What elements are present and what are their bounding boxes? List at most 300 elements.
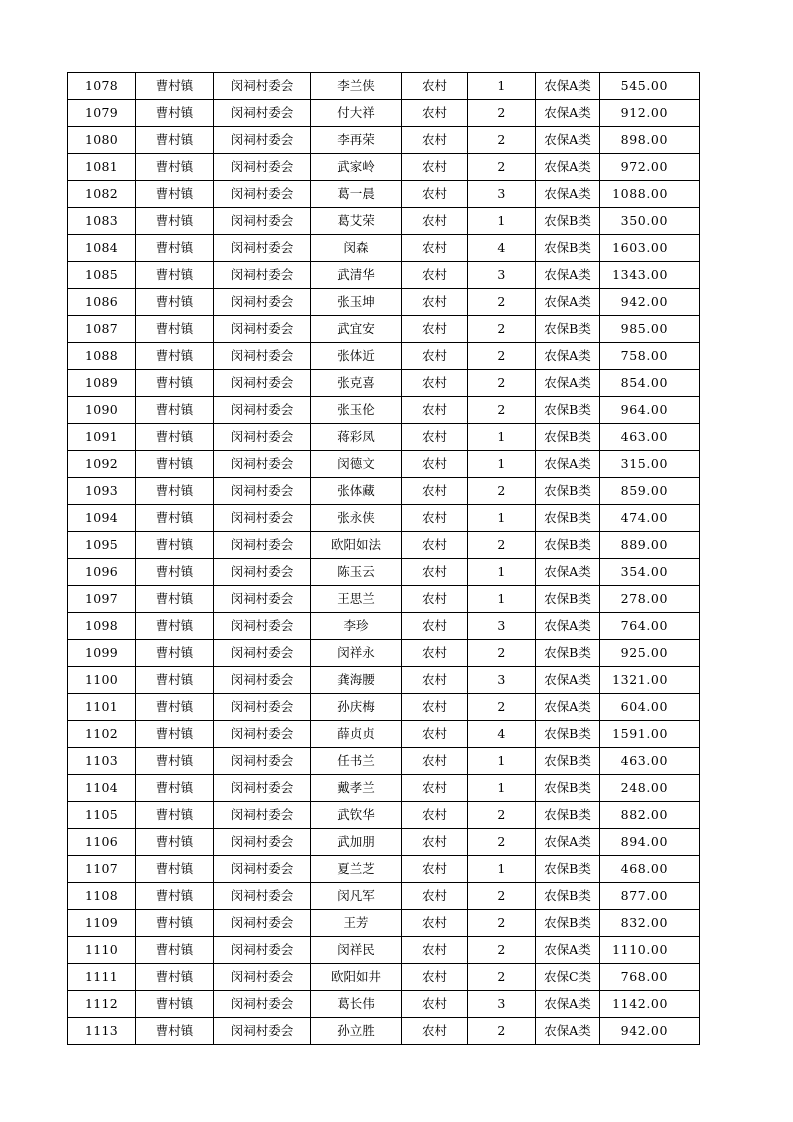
amount-cell: 463.00 — [600, 424, 700, 451]
table-row — [68, 775, 700, 802]
amount-cell: 1142.00 — [600, 991, 700, 1018]
insurance-category-cell: 农保A类 — [536, 667, 600, 694]
household-size-cell: 2 — [468, 532, 536, 559]
table-row — [68, 154, 700, 181]
town-cell: 曹村镇 — [136, 991, 214, 1018]
residence-type-cell: 农村 — [402, 586, 468, 613]
town-cell: 曹村镇 — [136, 775, 214, 802]
roster-table — [67, 72, 700, 1045]
town-cell: 曹村镇 — [136, 235, 214, 262]
serial-number-cell: 1083 — [68, 208, 136, 235]
name-cell: 武清华 — [311, 262, 402, 289]
table-row — [68, 586, 700, 613]
table-row — [68, 289, 700, 316]
serial-number-cell: 1086 — [68, 289, 136, 316]
table-row — [68, 424, 700, 451]
amount-cell: 972.00 — [600, 154, 700, 181]
table-row — [68, 829, 700, 856]
amount-cell: 1591.00 — [600, 721, 700, 748]
town-cell: 曹村镇 — [136, 289, 214, 316]
town-cell: 曹村镇 — [136, 532, 214, 559]
town-cell: 曹村镇 — [136, 748, 214, 775]
insurance-category-cell: 农保A类 — [536, 451, 600, 478]
household-size-cell: 3 — [468, 262, 536, 289]
amount-cell: 894.00 — [600, 829, 700, 856]
serial-number-cell: 1089 — [68, 370, 136, 397]
village-committee-cell: 闵祠村委会 — [214, 370, 311, 397]
amount-cell: 1088.00 — [600, 181, 700, 208]
household-size-cell: 3 — [468, 991, 536, 1018]
table-row — [68, 964, 700, 991]
household-size-cell: 1 — [468, 73, 536, 100]
residence-type-cell: 农村 — [402, 883, 468, 910]
town-cell: 曹村镇 — [136, 181, 214, 208]
name-cell: 王思兰 — [311, 586, 402, 613]
name-cell: 闵德文 — [311, 451, 402, 478]
table-row — [68, 397, 700, 424]
name-cell: 葛一晨 — [311, 181, 402, 208]
amount-cell: 1321.00 — [600, 667, 700, 694]
table-row — [68, 667, 700, 694]
village-committee-cell: 闵祠村委会 — [214, 235, 311, 262]
name-cell: 孙立胜 — [311, 1018, 402, 1045]
village-committee-cell: 闵祠村委会 — [214, 316, 311, 343]
town-cell: 曹村镇 — [136, 424, 214, 451]
residence-type-cell: 农村 — [402, 910, 468, 937]
insurance-category-cell: 农保A类 — [536, 829, 600, 856]
household-size-cell: 2 — [468, 154, 536, 181]
table-row — [68, 370, 700, 397]
village-committee-cell: 闵祠村委会 — [214, 262, 311, 289]
table-row — [68, 748, 700, 775]
residence-type-cell: 农村 — [402, 262, 468, 289]
village-committee-cell: 闵祠村委会 — [214, 289, 311, 316]
village-committee-cell: 闵祠村委会 — [214, 613, 311, 640]
household-size-cell: 2 — [468, 829, 536, 856]
serial-number-cell: 1099 — [68, 640, 136, 667]
name-cell: 李兰侠 — [311, 73, 402, 100]
table-row — [68, 343, 700, 370]
residence-type-cell: 农村 — [402, 694, 468, 721]
household-size-cell: 2 — [468, 1018, 536, 1045]
town-cell: 曹村镇 — [136, 154, 214, 181]
town-cell: 曹村镇 — [136, 505, 214, 532]
table-row — [68, 559, 700, 586]
serial-number-cell: 1079 — [68, 100, 136, 127]
name-cell: 闵凡军 — [311, 883, 402, 910]
amount-cell: 877.00 — [600, 883, 700, 910]
table-row — [68, 100, 700, 127]
residence-type-cell: 农村 — [402, 127, 468, 154]
serial-number-cell: 1090 — [68, 397, 136, 424]
town-cell: 曹村镇 — [136, 802, 214, 829]
village-committee-cell: 闵祠村委会 — [214, 478, 311, 505]
insurance-category-cell: 农保A类 — [536, 991, 600, 1018]
table-row — [68, 910, 700, 937]
household-size-cell: 1 — [468, 586, 536, 613]
household-size-cell: 2 — [468, 397, 536, 424]
household-size-cell: 2 — [468, 640, 536, 667]
household-size-cell: 1 — [468, 856, 536, 883]
town-cell: 曹村镇 — [136, 343, 214, 370]
residence-type-cell: 农村 — [402, 424, 468, 451]
residence-type-cell: 农村 — [402, 532, 468, 559]
amount-cell: 964.00 — [600, 397, 700, 424]
residence-type-cell: 农村 — [402, 802, 468, 829]
amount-cell: 768.00 — [600, 964, 700, 991]
insurance-category-cell: 农保B类 — [536, 748, 600, 775]
residence-type-cell: 农村 — [402, 748, 468, 775]
town-cell: 曹村镇 — [136, 127, 214, 154]
table-row — [68, 235, 700, 262]
household-size-cell: 3 — [468, 181, 536, 208]
amount-cell: 350.00 — [600, 208, 700, 235]
insurance-category-cell: 农保B类 — [536, 208, 600, 235]
amount-cell: 315.00 — [600, 451, 700, 478]
serial-number-cell: 1091 — [68, 424, 136, 451]
village-committee-cell: 闵祠村委会 — [214, 127, 311, 154]
residence-type-cell: 农村 — [402, 478, 468, 505]
serial-number-cell: 1110 — [68, 937, 136, 964]
residence-type-cell: 农村 — [402, 100, 468, 127]
insurance-category-cell: 农保B类 — [536, 802, 600, 829]
household-size-cell: 2 — [468, 100, 536, 127]
insurance-category-cell: 农保B类 — [536, 316, 600, 343]
amount-cell: 889.00 — [600, 532, 700, 559]
residence-type-cell: 农村 — [402, 721, 468, 748]
table-row — [68, 532, 700, 559]
amount-cell: 463.00 — [600, 748, 700, 775]
name-cell: 王芳 — [311, 910, 402, 937]
insurance-category-cell: 农保A类 — [536, 73, 600, 100]
village-committee-cell: 闵祠村委会 — [214, 451, 311, 478]
table-row — [68, 1018, 700, 1045]
household-size-cell: 2 — [468, 694, 536, 721]
table-row — [68, 991, 700, 1018]
town-cell: 曹村镇 — [136, 829, 214, 856]
village-committee-cell: 闵祠村委会 — [214, 586, 311, 613]
insurance-category-cell: 农保B类 — [536, 478, 600, 505]
name-cell: 陈玉云 — [311, 559, 402, 586]
town-cell: 曹村镇 — [136, 694, 214, 721]
village-committee-cell: 闵祠村委会 — [214, 424, 311, 451]
village-committee-cell: 闵祠村委会 — [214, 910, 311, 937]
insurance-category-cell: 农保A类 — [536, 289, 600, 316]
amount-cell: 832.00 — [600, 910, 700, 937]
residence-type-cell: 农村 — [402, 991, 468, 1018]
village-committee-cell: 闵祠村委会 — [214, 775, 311, 802]
serial-number-cell: 1100 — [68, 667, 136, 694]
serial-number-cell: 1088 — [68, 343, 136, 370]
village-committee-cell: 闵祠村委会 — [214, 343, 311, 370]
name-cell: 欧阳如井 — [311, 964, 402, 991]
residence-type-cell: 农村 — [402, 559, 468, 586]
village-committee-cell: 闵祠村委会 — [214, 721, 311, 748]
insurance-category-cell: 农保A类 — [536, 1018, 600, 1045]
name-cell: 闵祥民 — [311, 937, 402, 964]
serial-number-cell: 1108 — [68, 883, 136, 910]
residence-type-cell: 农村 — [402, 289, 468, 316]
insurance-category-cell: 农保B类 — [536, 586, 600, 613]
name-cell: 李珍 — [311, 613, 402, 640]
name-cell: 付大祥 — [311, 100, 402, 127]
household-size-cell: 2 — [468, 910, 536, 937]
town-cell: 曹村镇 — [136, 370, 214, 397]
insurance-category-cell: 农保B类 — [536, 721, 600, 748]
insurance-category-cell: 农保B类 — [536, 856, 600, 883]
town-cell: 曹村镇 — [136, 883, 214, 910]
residence-type-cell: 农村 — [402, 856, 468, 883]
name-cell: 戴孝兰 — [311, 775, 402, 802]
village-committee-cell: 闵祠村委会 — [214, 964, 311, 991]
name-cell: 龚海腰 — [311, 667, 402, 694]
serial-number-cell: 1101 — [68, 694, 136, 721]
serial-number-cell: 1080 — [68, 127, 136, 154]
insurance-category-cell: 农保A类 — [536, 262, 600, 289]
serial-number-cell: 1084 — [68, 235, 136, 262]
household-size-cell: 2 — [468, 127, 536, 154]
residence-type-cell: 农村 — [402, 343, 468, 370]
village-committee-cell: 闵祠村委会 — [214, 100, 311, 127]
town-cell: 曹村镇 — [136, 721, 214, 748]
village-committee-cell: 闵祠村委会 — [214, 154, 311, 181]
name-cell: 孙庆梅 — [311, 694, 402, 721]
serial-number-cell: 1106 — [68, 829, 136, 856]
table-row — [68, 640, 700, 667]
residence-type-cell: 农村 — [402, 775, 468, 802]
insurance-category-cell: 农保B类 — [536, 532, 600, 559]
residence-type-cell: 农村 — [402, 613, 468, 640]
table-row — [68, 451, 700, 478]
amount-cell: 278.00 — [600, 586, 700, 613]
insurance-category-cell: 农保A类 — [536, 937, 600, 964]
residence-type-cell: 农村 — [402, 937, 468, 964]
residence-type-cell: 农村 — [402, 829, 468, 856]
residence-type-cell: 农村 — [402, 505, 468, 532]
residence-type-cell: 农村 — [402, 181, 468, 208]
amount-cell: 942.00 — [600, 1018, 700, 1045]
table-row — [68, 721, 700, 748]
village-committee-cell: 闵祠村委会 — [214, 883, 311, 910]
household-size-cell: 1 — [468, 748, 536, 775]
table-row — [68, 181, 700, 208]
serial-number-cell: 1102 — [68, 721, 136, 748]
village-committee-cell: 闵祠村委会 — [214, 181, 311, 208]
residence-type-cell: 农村 — [402, 370, 468, 397]
serial-number-cell: 1085 — [68, 262, 136, 289]
name-cell: 张体近 — [311, 343, 402, 370]
village-committee-cell: 闵祠村委会 — [214, 397, 311, 424]
amount-cell: 758.00 — [600, 343, 700, 370]
amount-cell: 545.00 — [600, 73, 700, 100]
household-size-cell: 2 — [468, 343, 536, 370]
serial-number-cell: 1087 — [68, 316, 136, 343]
household-size-cell: 2 — [468, 937, 536, 964]
town-cell: 曹村镇 — [136, 964, 214, 991]
town-cell: 曹村镇 — [136, 856, 214, 883]
village-committee-cell: 闵祠村委会 — [214, 1018, 311, 1045]
village-committee-cell: 闵祠村委会 — [214, 532, 311, 559]
household-size-cell: 1 — [468, 775, 536, 802]
amount-cell: 882.00 — [600, 802, 700, 829]
household-size-cell: 2 — [468, 316, 536, 343]
name-cell: 张克喜 — [311, 370, 402, 397]
insurance-category-cell: 农保A类 — [536, 154, 600, 181]
residence-type-cell: 农村 — [402, 964, 468, 991]
insurance-category-cell: 农保C类 — [536, 964, 600, 991]
insurance-category-cell: 农保A类 — [536, 100, 600, 127]
residence-type-cell: 农村 — [402, 208, 468, 235]
table-row — [68, 478, 700, 505]
serial-number-cell: 1098 — [68, 613, 136, 640]
village-committee-cell: 闵祠村委会 — [214, 667, 311, 694]
serial-number-cell: 1097 — [68, 586, 136, 613]
household-size-cell: 2 — [468, 370, 536, 397]
serial-number-cell: 1082 — [68, 181, 136, 208]
amount-cell: 1343.00 — [600, 262, 700, 289]
amount-cell: 859.00 — [600, 478, 700, 505]
insurance-category-cell: 农保B类 — [536, 235, 600, 262]
insurance-category-cell: 农保B类 — [536, 397, 600, 424]
household-size-cell: 1 — [468, 451, 536, 478]
village-committee-cell: 闵祠村委会 — [214, 937, 311, 964]
name-cell: 闵祥永 — [311, 640, 402, 667]
serial-number-cell: 1107 — [68, 856, 136, 883]
name-cell: 武家岭 — [311, 154, 402, 181]
village-committee-cell: 闵祠村委会 — [214, 559, 311, 586]
household-size-cell: 1 — [468, 424, 536, 451]
insurance-category-cell: 农保A类 — [536, 694, 600, 721]
insurance-category-cell: 农保A类 — [536, 370, 600, 397]
serial-number-cell: 1112 — [68, 991, 136, 1018]
residence-type-cell: 农村 — [402, 316, 468, 343]
serial-number-cell: 1096 — [68, 559, 136, 586]
serial-number-cell: 1104 — [68, 775, 136, 802]
insurance-category-cell: 农保A类 — [536, 559, 600, 586]
amount-cell: 925.00 — [600, 640, 700, 667]
town-cell: 曹村镇 — [136, 937, 214, 964]
insurance-category-cell: 农保B类 — [536, 883, 600, 910]
insurance-category-cell: 农保B类 — [536, 424, 600, 451]
amount-cell: 248.00 — [600, 775, 700, 802]
residence-type-cell: 农村 — [402, 73, 468, 100]
town-cell: 曹村镇 — [136, 1018, 214, 1045]
insurance-category-cell: 农保A类 — [536, 181, 600, 208]
town-cell: 曹村镇 — [136, 667, 214, 694]
name-cell: 武加朋 — [311, 829, 402, 856]
table-row — [68, 73, 700, 100]
serial-number-cell: 1081 — [68, 154, 136, 181]
amount-cell: 912.00 — [600, 100, 700, 127]
table-row — [68, 694, 700, 721]
town-cell: 曹村镇 — [136, 586, 214, 613]
town-cell: 曹村镇 — [136, 208, 214, 235]
village-committee-cell: 闵祠村委会 — [214, 748, 311, 775]
town-cell: 曹村镇 — [136, 397, 214, 424]
insurance-category-cell: 农保A类 — [536, 127, 600, 154]
town-cell: 曹村镇 — [136, 640, 214, 667]
amount-cell: 985.00 — [600, 316, 700, 343]
town-cell: 曹村镇 — [136, 910, 214, 937]
name-cell: 张玉伦 — [311, 397, 402, 424]
name-cell: 张玉坤 — [311, 289, 402, 316]
serial-number-cell: 1113 — [68, 1018, 136, 1045]
household-size-cell: 2 — [468, 802, 536, 829]
town-cell: 曹村镇 — [136, 73, 214, 100]
village-committee-cell: 闵祠村委会 — [214, 505, 311, 532]
name-cell: 葛艾荣 — [311, 208, 402, 235]
insurance-category-cell: 农保A类 — [536, 613, 600, 640]
table-row — [68, 613, 700, 640]
serial-number-cell: 1094 — [68, 505, 136, 532]
insurance-category-cell: 农保B类 — [536, 640, 600, 667]
residence-type-cell: 农村 — [402, 1018, 468, 1045]
residence-type-cell: 农村 — [402, 451, 468, 478]
town-cell: 曹村镇 — [136, 451, 214, 478]
name-cell: 张体藏 — [311, 478, 402, 505]
residence-type-cell: 农村 — [402, 397, 468, 424]
town-cell: 曹村镇 — [136, 262, 214, 289]
name-cell: 葛长伟 — [311, 991, 402, 1018]
residence-type-cell: 农村 — [402, 235, 468, 262]
amount-cell: 474.00 — [600, 505, 700, 532]
amount-cell: 942.00 — [600, 289, 700, 316]
village-committee-cell: 闵祠村委会 — [214, 694, 311, 721]
table-row — [68, 802, 700, 829]
household-size-cell: 1 — [468, 505, 536, 532]
household-size-cell: 2 — [468, 478, 536, 505]
name-cell: 武宜安 — [311, 316, 402, 343]
table-row — [68, 856, 700, 883]
name-cell: 张永侠 — [311, 505, 402, 532]
amount-cell: 604.00 — [600, 694, 700, 721]
serial-number-cell: 1092 — [68, 451, 136, 478]
name-cell: 李再荣 — [311, 127, 402, 154]
serial-number-cell: 1095 — [68, 532, 136, 559]
insurance-category-cell: 农保A类 — [536, 343, 600, 370]
household-size-cell: 3 — [468, 613, 536, 640]
village-committee-cell: 闵祠村委会 — [214, 991, 311, 1018]
table-row — [68, 262, 700, 289]
town-cell: 曹村镇 — [136, 100, 214, 127]
village-committee-cell: 闵祠村委会 — [214, 73, 311, 100]
amount-cell: 898.00 — [600, 127, 700, 154]
household-size-cell: 4 — [468, 235, 536, 262]
serial-number-cell: 1105 — [68, 802, 136, 829]
insurance-category-cell: 农保B类 — [536, 910, 600, 937]
amount-cell: 354.00 — [600, 559, 700, 586]
household-size-cell: 2 — [468, 883, 536, 910]
table-row — [68, 883, 700, 910]
village-committee-cell: 闵祠村委会 — [214, 640, 311, 667]
serial-number-cell: 1093 — [68, 478, 136, 505]
town-cell: 曹村镇 — [136, 478, 214, 505]
residence-type-cell: 农村 — [402, 640, 468, 667]
household-size-cell: 2 — [468, 289, 536, 316]
roster-body — [68, 73, 700, 1045]
table-row — [68, 208, 700, 235]
household-size-cell: 1 — [468, 559, 536, 586]
insurance-category-cell: 农保B类 — [536, 505, 600, 532]
insurance-category-cell: 农保B类 — [536, 775, 600, 802]
household-size-cell: 1 — [468, 208, 536, 235]
amount-cell: 764.00 — [600, 613, 700, 640]
name-cell: 闵森 — [311, 235, 402, 262]
table-row — [68, 316, 700, 343]
household-size-cell: 3 — [468, 667, 536, 694]
serial-number-cell: 1111 — [68, 964, 136, 991]
town-cell: 曹村镇 — [136, 559, 214, 586]
